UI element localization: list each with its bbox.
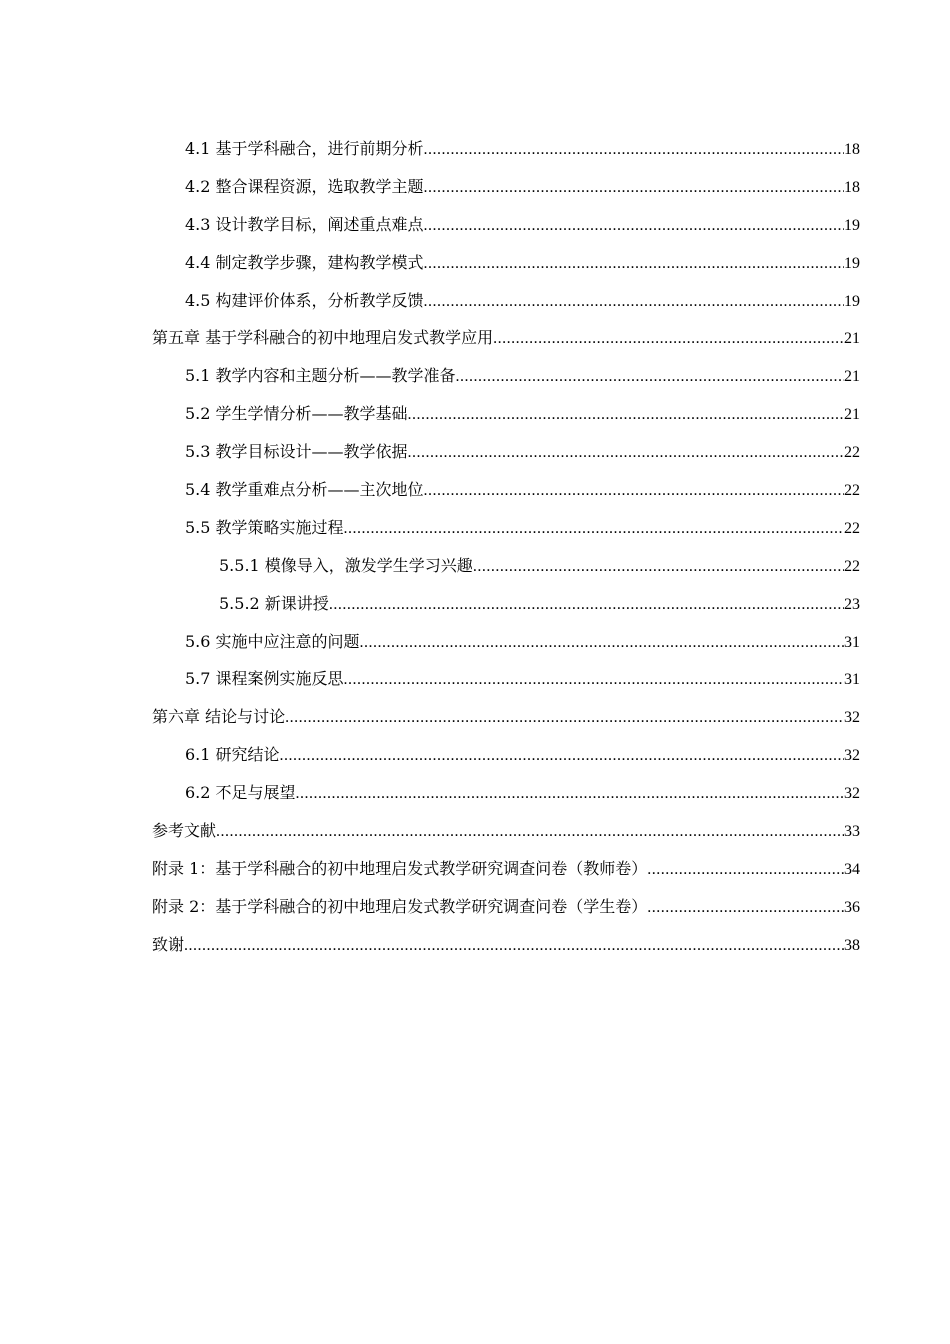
toc-references-entry[interactable] (152, 812, 860, 850)
toc-entry[interactable] (152, 130, 860, 168)
toc-page-number: 31 (844, 633, 860, 651)
toc-entry[interactable] (152, 736, 860, 774)
toc-page-number: 21 (844, 330, 860, 348)
toc-page-number: 38 (844, 936, 860, 954)
toc-entry-text: 致谢 (152, 934, 185, 954)
toc-leader-dots (344, 661, 844, 699)
toc-entry[interactable] (152, 623, 860, 661)
toc-entry-text: 参考文献 (152, 821, 217, 841)
toc-entry[interactable] (152, 168, 860, 206)
toc-page-number: 34 (844, 860, 860, 878)
toc-entry-text: 5.1 教学内容和主题分析——教学准备 (185, 366, 456, 386)
toc-entry[interactable] (152, 509, 860, 547)
table-of-contents (152, 130, 860, 964)
toc-leader-dots (408, 396, 844, 434)
toc-entry-text: 4.1 基于学科融合，进行前期分析 (185, 139, 424, 158)
toc-entry-text: 5.3 教学目标设计——教学依据 (185, 442, 408, 462)
toc-entry-text: 6.1 研究结论 (185, 745, 280, 765)
toc-entry[interactable] (152, 433, 860, 471)
toc-leader-dots (647, 889, 844, 927)
toc-acknowledgements-entry[interactable] (152, 926, 860, 964)
toc-leader-dots (285, 699, 844, 737)
toc-entry-text: 4.5 构建评价体系，分析教学反馈 (185, 290, 424, 310)
toc-leader-dots (424, 245, 844, 283)
toc-entry-text: 5.4 教学重难点分析——主次地位 (185, 480, 424, 500)
toc-entry-text: 5.5 教学策略实施过程 (185, 517, 344, 537)
toc-page-number: 22 (844, 444, 860, 462)
toc-entry-text: 5.6 实施中应注意的问题 (185, 631, 360, 651)
toc-chapter-entry[interactable] (152, 319, 860, 357)
toc-entry-text: 5.5.2 新课讲授 (219, 593, 329, 613)
toc-page-number: 32 (844, 709, 860, 727)
toc-page-number: 18 (844, 141, 860, 158)
toc-entry-text: 5.2 学生学情分析——教学基础 (185, 404, 408, 424)
toc-entry-text: 第五章 基于学科融合的初中地理启发式教学应用 (152, 328, 494, 348)
toc-entry[interactable] (152, 206, 860, 244)
toc-page-number: 21 (844, 406, 860, 424)
toc-entry-text: 5.7 课程案例实施反思 (185, 669, 344, 689)
toc-entry[interactable] (152, 774, 860, 812)
toc-leader-dots (216, 813, 844, 851)
toc-leader-dots (456, 358, 844, 396)
toc-chapter-entry[interactable] (152, 698, 860, 736)
toc-leader-dots (424, 169, 844, 207)
toc-entry[interactable] (152, 244, 860, 282)
toc-leader-dots (424, 131, 844, 169)
toc-page-number: 19 (844, 216, 860, 234)
toc-entry[interactable] (152, 395, 860, 433)
toc-page-number: 32 (844, 747, 860, 765)
toc-subentry[interactable] (152, 585, 860, 623)
toc-subentry[interactable] (152, 547, 860, 585)
toc-leader-dots (473, 548, 844, 586)
toc-page-number: 18 (844, 178, 860, 196)
toc-entry[interactable] (152, 357, 860, 395)
toc-leader-dots (424, 207, 844, 245)
toc-appendix-entry[interactable] (152, 850, 860, 888)
toc-leader-dots (360, 624, 844, 662)
toc-page-number: 19 (844, 254, 860, 272)
toc-entry[interactable] (152, 282, 860, 320)
toc-leader-dots (184, 927, 844, 965)
toc-page-number: 32 (844, 785, 860, 803)
toc-leader-dots (493, 320, 844, 358)
toc-page-number: 21 (844, 368, 860, 386)
toc-entry-text: 6.2 不足与展望 (185, 783, 296, 803)
toc-page-number: 23 (844, 595, 860, 613)
toc-leader-dots (408, 434, 844, 472)
toc-leader-dots (280, 737, 844, 775)
toc-leader-dots (296, 775, 844, 813)
toc-entry-text: 5.5.1 模像导入，激发学生学习兴趣 (219, 555, 473, 575)
toc-page-number: 22 (844, 519, 860, 537)
toc-page-number: 22 (844, 557, 860, 575)
toc-entry-text: 4.2 整合课程资源，选取教学主题 (185, 176, 424, 196)
toc-leader-dots (424, 283, 844, 321)
toc-entry[interactable] (152, 660, 860, 698)
toc-entry[interactable] (152, 471, 860, 509)
toc-page-number: 19 (844, 292, 860, 310)
toc-entry-text: 第六章 结论与讨论 (152, 707, 286, 727)
toc-entry-text: 4.3 设计教学目标，阐述重点难点 (185, 214, 424, 234)
toc-leader-dots (344, 510, 844, 548)
toc-leader-dots (647, 851, 844, 889)
toc-page-number: 36 (844, 898, 860, 916)
toc-appendix-entry[interactable] (152, 888, 860, 926)
toc-leader-dots (329, 586, 844, 624)
toc-entry-text: 4.4 制定教学步骤，建构教学模式 (185, 252, 424, 272)
toc-leader-dots (424, 472, 844, 510)
toc-page-number: 31 (844, 671, 860, 689)
toc-page-number: 22 (844, 482, 860, 500)
toc-entry-text: 附录 2：基于学科融合的初中地理启发式教学研究调查问卷（学生卷） (152, 896, 648, 916)
toc-page-number: 33 (844, 823, 860, 841)
toc-entry-text: 附录 1：基于学科融合的初中地理启发式教学研究调查问卷（教师卷） (152, 858, 648, 878)
